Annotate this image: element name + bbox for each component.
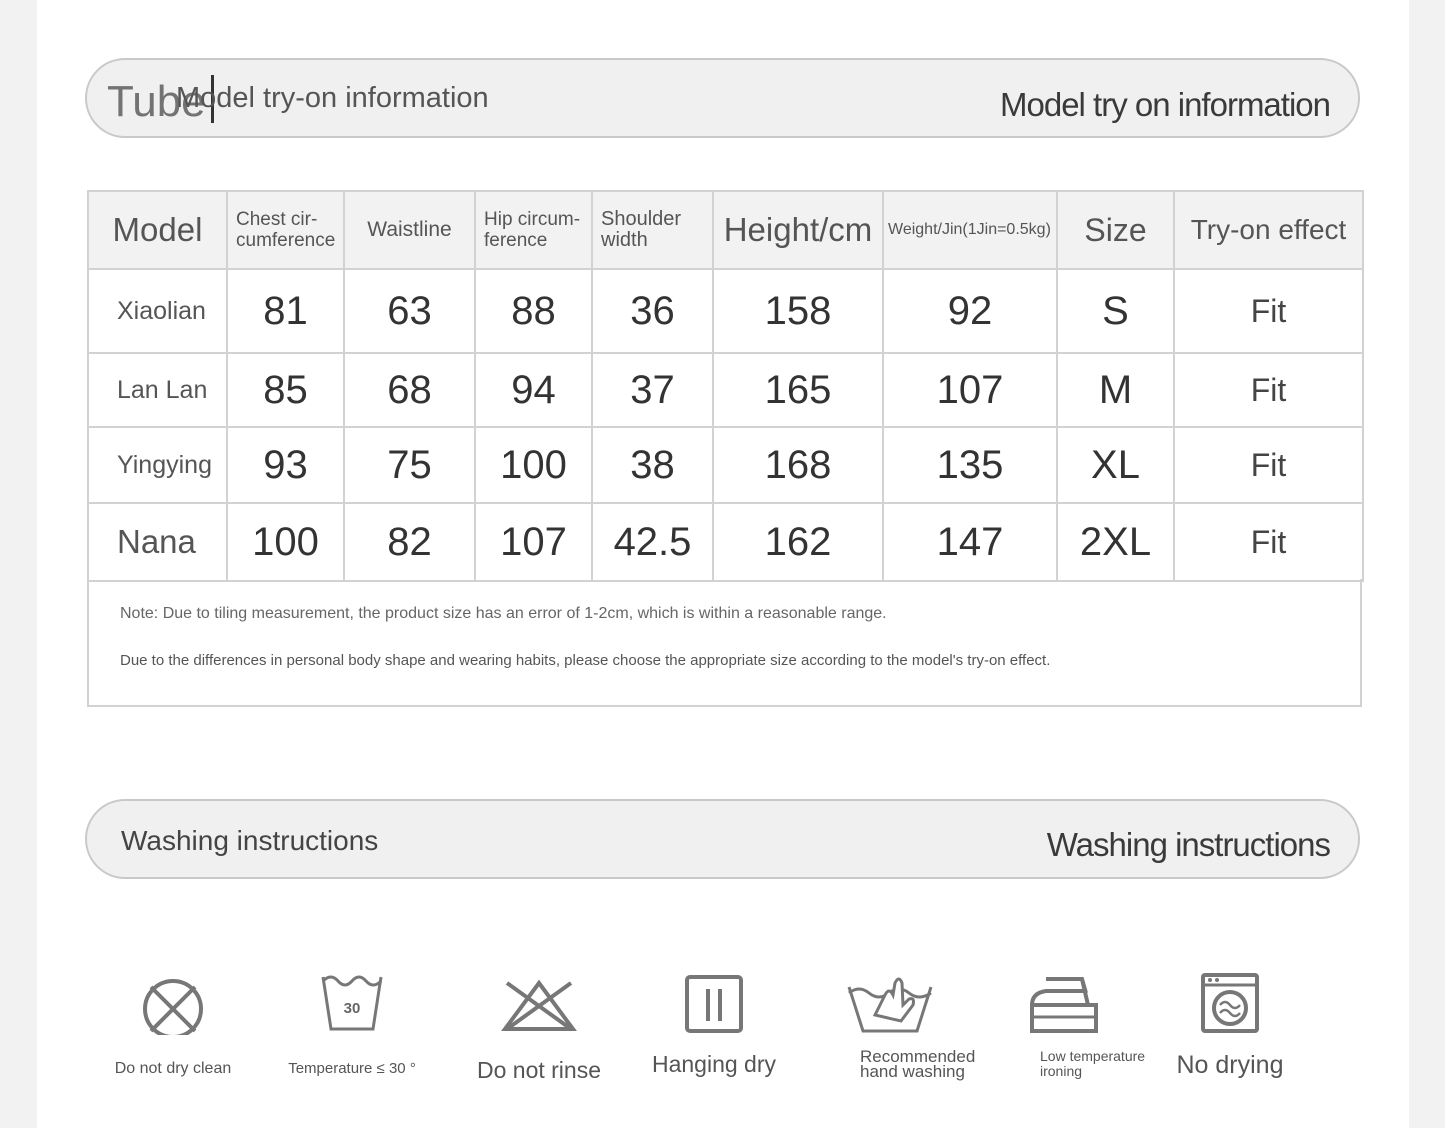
table-cell: 135 (883, 427, 1057, 503)
washing-icons (97, 965, 1357, 1105)
column-header: Shoulder width (592, 191, 713, 269)
care-item (459, 965, 619, 1083)
care-item (272, 965, 432, 1077)
table-cell: 92 (883, 269, 1057, 353)
table-cell: 100 (475, 427, 592, 503)
page (37, 0, 1409, 1128)
care-item (634, 965, 794, 1077)
table-row (88, 353, 1363, 427)
table-cell: 36 (592, 269, 713, 353)
no-tumble-dry-icon (1195, 965, 1265, 1035)
table-cell: 165 (713, 353, 883, 427)
table-row (88, 427, 1363, 503)
table-cell: S (1057, 269, 1174, 353)
table-cell: 81 (227, 269, 344, 353)
care-item (1150, 965, 1310, 1079)
table-cell: 147 (883, 503, 1057, 581)
wash-temperature: 30 (343, 1000, 361, 1017)
washing-banner (85, 799, 1360, 879)
column-header: Weight/Jin(1Jin=0.5kg) (883, 191, 1057, 269)
column-header: Height/cm (713, 191, 883, 269)
care-label: Do not dry clean (114, 1060, 232, 1077)
iron-low-icon (1024, 965, 1104, 1035)
column-header: Hip circum-ference (475, 191, 592, 269)
care-label: No drying (1176, 1051, 1284, 1079)
table-cell: 88 (475, 269, 592, 353)
note-choose-size: Due to the differences in personal body shape and wearing habits, please choose the appropriate size according to the model's try-on effect. (120, 652, 1051, 669)
table-cell: 100 (227, 503, 344, 581)
try-on-effect: Fit (1174, 269, 1363, 353)
table-cell: 63 (344, 269, 475, 353)
table-cell: 162 (713, 503, 883, 581)
banner-title-group (107, 77, 489, 126)
table-header-row (88, 191, 1363, 269)
model-name: Lan Lan (88, 353, 227, 427)
table-cell: 94 (475, 353, 592, 427)
column-header: Size (1057, 191, 1174, 269)
column-header: Try-on effect (1174, 191, 1363, 269)
model-name: Yingying (88, 427, 227, 503)
table-cell: 82 (344, 503, 475, 581)
column-header: Model (88, 191, 227, 269)
table-cell: 168 (713, 427, 883, 503)
column-header: Chest cir-cumference (227, 191, 344, 269)
size-notes (87, 579, 1362, 707)
table-cell: 2XL (1057, 503, 1174, 581)
table-cell: 37 (592, 353, 713, 427)
washing-title: Washing instructions (121, 825, 379, 856)
page-title-script: Model try on information (1000, 86, 1330, 123)
table-cell: 93 (227, 427, 344, 503)
table-row (88, 503, 1363, 581)
table-cell: 158 (713, 269, 883, 353)
page-title: Model try-on information (176, 82, 489, 114)
table-cell: M (1057, 353, 1174, 427)
try-on-effect: Fit (1174, 503, 1363, 581)
table-cell: 75 (344, 427, 475, 503)
try-on-effect: Fit (1174, 427, 1363, 503)
care-item (984, 965, 1146, 1079)
note-measurement: Note: Due to tiling measurement, the product size has an error of 1-2cm, which is within a reasonable range. (120, 605, 887, 622)
hang-dry-icon (679, 965, 749, 1035)
no-dry-clean-icon (138, 965, 208, 1035)
hand-wash-icon (845, 965, 935, 1035)
table-cell: XL (1057, 427, 1174, 503)
table-row (88, 269, 1363, 353)
size-table (87, 190, 1364, 582)
try-on-effect: Fit (1174, 353, 1363, 427)
model-info-banner (85, 58, 1360, 138)
care-label: Low temperature ironing (1040, 1048, 1146, 1079)
table-cell: 38 (592, 427, 713, 503)
overlay-text: Tube (107, 77, 206, 126)
care-item (93, 965, 253, 1077)
care-label: Hanging dry (651, 1051, 777, 1077)
table-cell: 107 (883, 353, 1057, 427)
table-cell: 42.5 (592, 503, 713, 581)
care-label: Temperature ≤ 30 ° (288, 1060, 416, 1077)
care-label: Recommended hand washing (860, 1047, 976, 1081)
table-cell: 85 (227, 353, 344, 427)
table-cell: 107 (475, 503, 592, 581)
wash-30-icon (317, 965, 387, 1035)
column-header: Waistline (344, 191, 475, 269)
washing-title-script: Washing instructions (1046, 826, 1330, 863)
table-cell: 68 (344, 353, 475, 427)
care-label: Do not rinse (476, 1057, 601, 1083)
model-name: Nana (88, 503, 227, 581)
model-name: Xiaolian (88, 269, 227, 353)
no-bleach-icon (499, 965, 579, 1035)
care-item (810, 965, 976, 1081)
